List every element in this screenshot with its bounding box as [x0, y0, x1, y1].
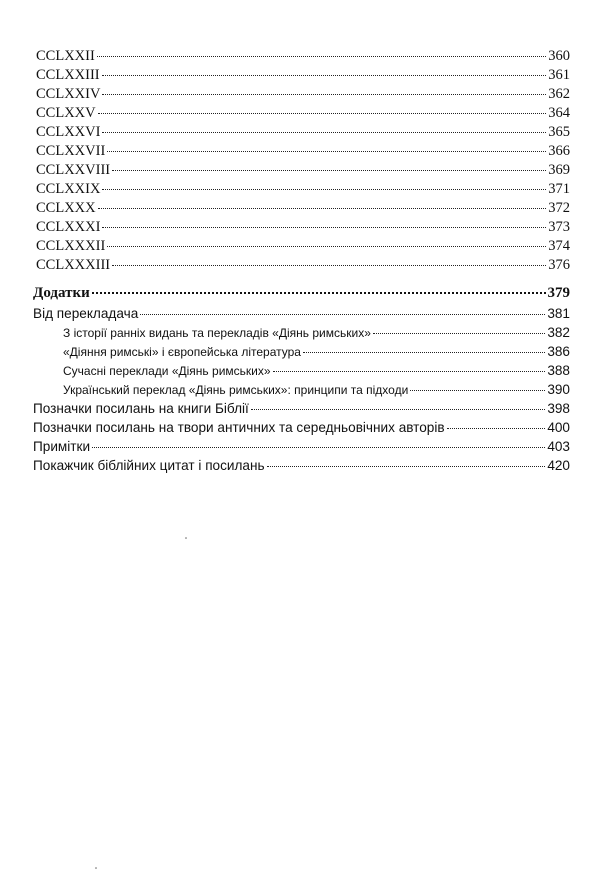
dot-leader	[97, 56, 546, 57]
toc-entry-label: CCLXXXIII	[36, 257, 111, 273]
toc-entry-label: CCLXXVIII	[36, 162, 111, 178]
toc-subentry-label: «Діяння римські» і європейська література	[63, 345, 301, 359]
toc-entry-roman	[36, 86, 570, 103]
dot-leader	[112, 265, 546, 266]
toc-subentry-page: 386	[547, 344, 570, 359]
toc-subentry-label: Сучасні переклади «Діянь римських»	[63, 364, 271, 378]
dot-leader	[447, 428, 546, 429]
toc-section-label: Додатки	[33, 285, 90, 301]
toc-entry-label: Примітки	[33, 439, 91, 454]
toc-entry-page: 364	[548, 105, 570, 121]
toc-entry-page: 369	[548, 162, 570, 178]
toc-entry-roman	[36, 124, 570, 141]
toc-entry-page: 372	[548, 200, 570, 216]
toc-entry	[33, 420, 570, 435]
toc-entry-page: 376	[548, 257, 570, 273]
dot-leader	[140, 314, 545, 315]
toc-section-appendix	[33, 285, 570, 302]
toc-entry	[33, 458, 570, 473]
dot-leader	[102, 132, 546, 133]
toc-entry-label: CCLXXX	[36, 200, 96, 216]
toc-entry-roman	[36, 48, 570, 65]
toc-entry-page: 398	[547, 401, 570, 416]
toc-entry-label: CCLXXVII	[36, 143, 106, 159]
toc-subentry-page: 382	[547, 325, 570, 340]
dot-leader	[102, 75, 547, 76]
toc-subentry	[63, 382, 570, 397]
toc-entry-page: 373	[548, 219, 570, 235]
toc-entry-page: 420	[547, 458, 570, 473]
toc-entry-roman	[36, 257, 570, 274]
toc-entry-roman	[36, 143, 570, 160]
toc-entry-roman	[36, 238, 570, 255]
dot-leader	[92, 292, 546, 294]
toc-entry-page: 360	[548, 48, 570, 64]
toc-entry-label: CCLXXV	[36, 105, 96, 121]
toc-entry-label: CCLXXVI	[36, 124, 101, 140]
toc-entry-roman	[36, 200, 570, 217]
toc-entry	[33, 401, 570, 416]
toc-entry-page: 400	[547, 420, 570, 435]
toc-entry-label: CCLXXIX	[36, 181, 101, 197]
toc-subentry-page: 390	[547, 382, 570, 397]
toc-entry-page: 361	[548, 67, 570, 83]
toc-subentry-label: З історії ранніх видань та перекладів «Діянь римських»	[63, 326, 371, 340]
dot-leader	[112, 170, 546, 171]
toc-entry-translator	[33, 306, 570, 321]
toc-entry-label: CCLXXIII	[36, 67, 100, 83]
toc-subentry-page: 388	[547, 363, 570, 378]
toc-entry-page: 403	[547, 439, 570, 454]
dot-leader	[107, 246, 546, 247]
toc-entry-label: CCLXXII	[36, 48, 95, 64]
toc-entry-label: Від перекладача	[33, 306, 139, 321]
toc-entry-label: CCLXXXII	[36, 238, 106, 254]
toc-entry-label: Позначки посилань на книги Біблії	[33, 401, 249, 416]
toc-entry-page: 366	[548, 143, 570, 159]
toc-entry-roman	[36, 181, 570, 198]
toc-subentry	[63, 363, 570, 378]
dot-leader	[102, 227, 546, 228]
toc-entry-page: 374	[548, 238, 570, 254]
toc-entry-label: CCLXXIV	[36, 86, 101, 102]
toc-entry-page: 371	[548, 181, 570, 197]
toc-entry-roman	[36, 105, 570, 122]
toc-entry-roman	[36, 67, 570, 84]
dot-leader	[102, 94, 546, 95]
toc-section-page: 379	[547, 285, 570, 301]
scan-speck	[185, 537, 187, 539]
dot-leader	[98, 208, 547, 209]
dot-leader	[267, 466, 546, 467]
dot-leader	[102, 189, 546, 190]
toc-entry-page: 362	[548, 86, 570, 102]
scan-speck	[95, 867, 97, 869]
dot-leader	[410, 390, 545, 391]
dot-leader	[107, 151, 546, 152]
toc-entry-roman	[36, 162, 570, 179]
dot-leader	[251, 409, 545, 410]
dot-leader	[273, 371, 546, 372]
toc-subentry-label: Український переклад «Діянь римських»: принципи та підходи	[63, 383, 409, 397]
toc-entry-label: CCLXXXI	[36, 219, 101, 235]
toc-entry-label: Покажчик біблійних цитат і посилань	[33, 458, 265, 473]
dot-leader	[98, 113, 547, 114]
toc-entry-page: 381	[547, 306, 570, 321]
toc-entry	[33, 439, 570, 454]
dot-leader	[92, 447, 545, 448]
toc-entry-label: Позначки посилань на твори античних та середньовічних авторів	[33, 420, 445, 435]
dot-leader	[303, 352, 545, 353]
dot-leader	[373, 333, 545, 334]
toc-subentry	[63, 344, 570, 359]
toc-entry-page: 365	[548, 124, 570, 140]
toc-entry-roman	[36, 219, 570, 236]
toc-subentry	[63, 325, 570, 340]
